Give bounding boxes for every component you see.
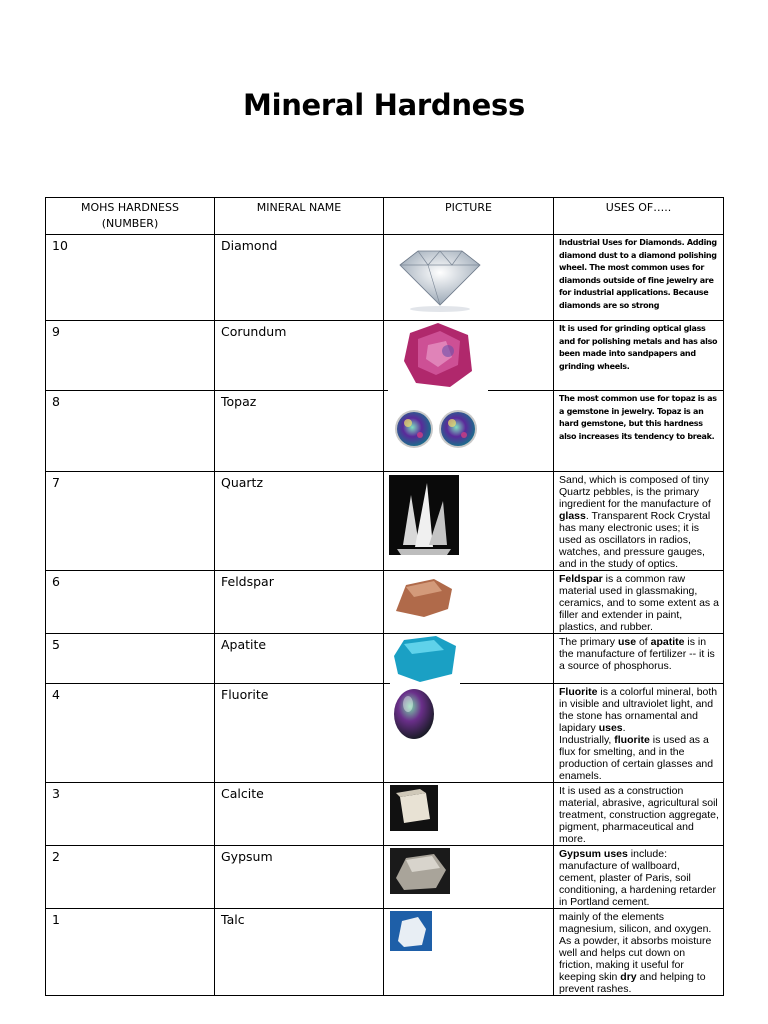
diamond-icon [390,243,490,313]
hardness-cell: 6 [46,571,215,634]
table-row [46,846,724,909]
hardness-table [45,197,724,996]
mineral-name: Talc [215,909,384,996]
hardness-cell: 8 [46,391,215,472]
uses-text: is used as a flux for smelting, and in the production of certain glasses and enamels. [559,734,714,782]
picture-cell [384,472,554,571]
header-name: MINERAL NAME [215,198,384,235]
header-picture: PICTURE [384,198,554,235]
table-row [46,909,724,996]
table-row [46,634,724,684]
uses-cell: The most common use for topaz is as a gemstone in jewelry. Topaz is an hard gemstone, but this hardness also increases its tendency to break. [554,391,724,472]
uses-bold: Fluorite [559,686,598,698]
uses-bold: Gypsum uses [559,848,628,860]
picture-cell [384,909,554,996]
uses-text: . Transparent Rock Crystal has many electronic uses; it is used as oscillators in radios, watches, and pressure gauges, and in the study of optics. [559,510,711,570]
table-row [46,571,724,634]
uses-cell [554,684,724,783]
quartz-icon [389,475,459,555]
mineral-name: Apatite [215,634,384,684]
mineral-name: Calcite [215,783,384,846]
uses-text: is a common raw material used in glassmaking, ceramics, and to some extent as a filler and extender in paint, plastics, and rubber. [559,573,719,633]
uses-text: . [622,722,626,734]
mineral-name: Fluorite [215,684,384,783]
gypsum-icon [390,848,450,894]
hardness-cell: 4 [46,684,215,783]
uses-cell [554,909,724,996]
table-row [46,391,724,472]
table-row [46,783,724,846]
uses-text: is a colorful mineral, both in visible and ultraviolet light, and the stone has ornamental and lapidary [559,686,718,734]
uses-text: mainly of the elements magnesium, silicon, and oxygen. As a powder, it absorbs moisture well and helps cut down on friction, making it useful for keeping skin [559,911,712,983]
mineral-name: Corundum [215,321,384,391]
uses-bold: use [617,636,637,648]
uses-bold: dry [620,971,637,983]
corundum-icon [388,321,488,391]
picture-cell [384,783,554,846]
mineral-name: Diamond [215,235,384,321]
header-uses: USES OF….. [554,198,724,235]
uses-cell [554,634,724,684]
uses-cell [554,846,724,909]
table-row [46,321,724,391]
uses-text: Industrially, [559,734,615,746]
uses-bold: glass [559,510,586,522]
calcite-icon [390,785,438,831]
hardness-cell: 9 [46,321,215,391]
topaz-icon [390,397,490,457]
hardness-cell: 10 [46,235,215,321]
picture-cell [384,391,554,472]
hardness-cell: 2 [46,846,215,909]
uses-text: The primary [559,636,618,648]
hardness-cell: 5 [46,634,215,684]
fluorite-icon [390,686,440,742]
uses-text: and helping to prevent rashes. [559,971,706,995]
header-row [46,198,724,235]
mineral-name: Feldspar [215,571,384,634]
uses-text: include: manufacture of wallboard, cement, plaster of Paris, soil conditioning, a hardening retarder in Portland cement. [559,848,717,908]
uses-cell [554,472,724,571]
picture-cell [384,235,554,321]
header-hardness: MOHS HARDNESS (NUMBER) [46,198,215,235]
hardness-cell: 3 [46,783,215,846]
picture-cell [384,684,554,783]
table-row [46,684,724,783]
mineral-name: Quartz [215,472,384,571]
table-row [46,235,724,321]
uses-bold: fluorite [614,734,650,746]
feldspar-icon [390,571,460,629]
uses-bold: uses [598,722,623,734]
uses-text: is in the manufacture of fertilizer -- it is a source of phosphorus. [559,636,715,672]
table-row [46,472,724,571]
uses-cell [554,571,724,634]
uses-text: of [636,636,651,648]
hardness-cell: 1 [46,909,215,996]
apatite-icon [390,634,460,684]
uses-cell: Industrial Uses for Diamonds. Adding diamond dust to a diamond polishing wheel. The most common uses for diamonds outside of fine jewelry are for industrial applications. Because diamonds are so strong [554,235,724,321]
picture-cell [384,321,554,391]
picture-cell [384,846,554,909]
picture-cell [384,571,554,634]
mineral-name: Topaz [215,391,384,472]
uses-bold: apatite [650,636,685,648]
uses-cell: It is used as a construction material, abrasive, agricultural soil treatment, construction aggregate, pigment, pharmaceutical and more. [554,783,724,846]
uses-bold: Feldspar [559,573,603,585]
talc-icon [390,911,432,951]
page-title: Mineral Hardness [243,88,525,122]
uses-cell: It is used for grinding optical glass and for polishing metals and has also been made into sandpapers and grinding wheels. [554,321,724,391]
mineral-name: Gypsum [215,846,384,909]
hardness-cell: 7 [46,472,215,571]
picture-cell [384,634,554,684]
uses-text: Sand, which is composed of tiny Quartz pebbles, is the primary ingredient for the manufacture of [559,474,711,510]
